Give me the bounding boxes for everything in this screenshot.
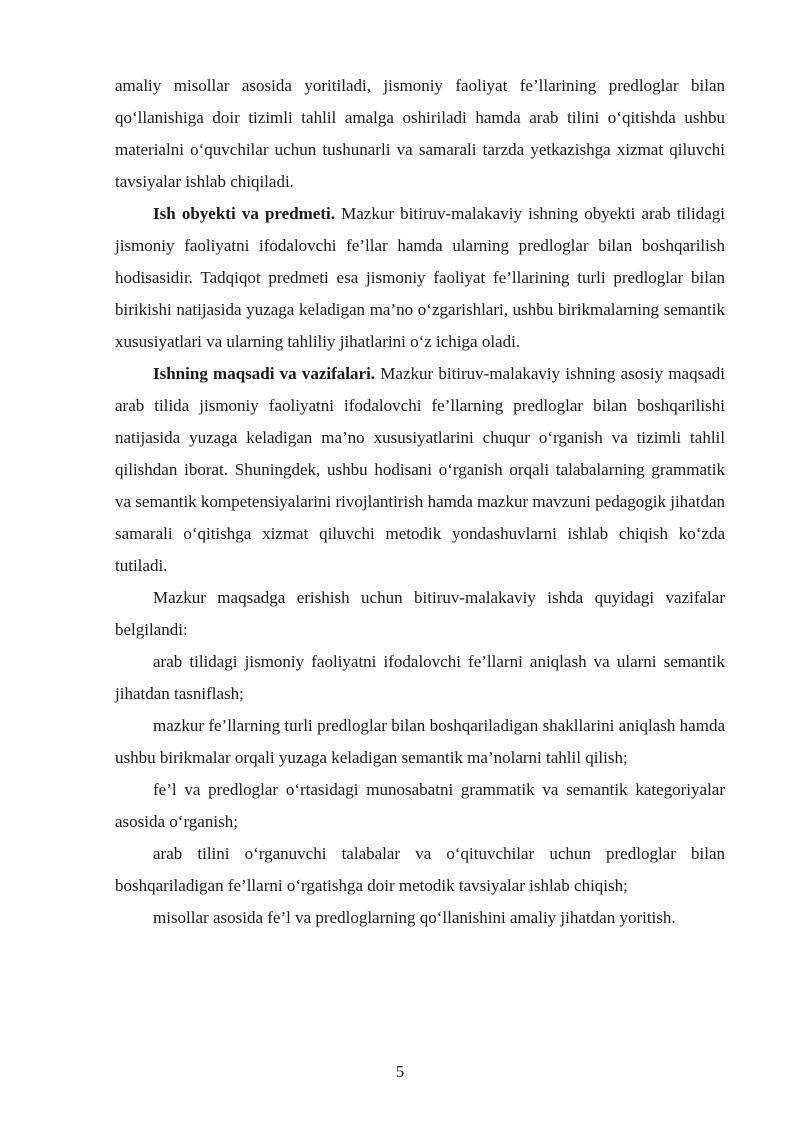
task-item xyxy=(115,646,725,710)
paragraph-text: fe’l va predloglar o‘rtasidagi munosabatni grammatik va semantik kategoriyalar asosida o‘rganish; xyxy=(115,780,725,831)
task-item xyxy=(115,774,725,838)
paragraph-intro-continuation xyxy=(115,70,725,198)
paragraph-text: arab tilini o‘rganuvchi talabalar va o‘qituvchilar uchun predloglar bilan boshqariladigan fe’llarni o‘rgatishga doir metodik tavsiyalar ishlab chiqish; xyxy=(115,844,725,895)
task-item xyxy=(115,710,725,774)
paragraph-text: arab tilidagi jismoniy faoliyatni ifodalovchi fe’llarni aniqlash va ularni semantik jihatdan tasniflash; xyxy=(115,652,725,703)
paragraph-heading: Ishning maqsadi va vazifalari. xyxy=(153,364,376,383)
paragraph-text: Mazkur bitiruv-malakaviy ishning asosiy maqsadi arab tilida jismoniy faoliyatni ifodalovchi fe’llarning predloglar bilan boshqarilishi natijasida yuzaga keladigan ma’no xususiyatlarini chuqur o‘rganish va tizimli tahlil qilishdan iborat. Shuningdek, ushbu hodisani o‘rganish orqali talabalarning grammatik va semantik kompetensiyalarini rivojlantirish hamda mazkur mavzuni pedagogik jihatdan samarali o‘qitishga xizmat qiluvchi metodik yondashuvlarni ishlab chiqish ko‘zda tutiladi. xyxy=(115,364,725,575)
task-item xyxy=(115,838,725,902)
task-item xyxy=(115,902,725,934)
page-body xyxy=(115,70,725,934)
paragraph-heading: Ish obyekti va predmeti. xyxy=(153,204,335,223)
paragraph-tasks-intro xyxy=(115,582,725,646)
paragraph-aim-and-tasks xyxy=(115,358,725,582)
paragraph-text: amaliy misollar asosida yoritiladi, jismoniy faoliyat fe’llarining predloglar bilan qo‘llanishiga doir tizimli tahlil amalga oshiriladi hamda arab tilini o‘qitishda ushbu materialni o‘quvchilar uchun tushunarli va samarali tarzda yetkazishga xizmat qiluvchi tavsiyalar ishlab chiqiladi. xyxy=(115,76,725,191)
paragraph-text: misollar asosida fe’l va predloglarning qo‘llanishini amaliy jihatdan yoritish. xyxy=(153,908,676,927)
paragraph-text: mazkur fe’llarning turli predloglar bilan boshqariladigan shakllarini aniqlash hamda ushbu birikmalar orqali yuzaga keladigan semantik ma’nolarni tahlil qilish; xyxy=(115,716,725,767)
paragraph-text: Mazkur bitiruv-malakaviy ishning obyekti arab tilidagi jismoniy faoliyatni ifodalovchi fe’llar hamda ularning predloglar bilan boshqarilish hodisasidir. Tadqiqot predmeti esa jismoniy faoliyat fe’llarining turli predloglar bilan birikishi natijasida yuzaga keladigan ma’no o‘zgarishlari, ushbu birikmalarning semantik xususiyatlari va ularning tahliliy jihatlarini o‘z ichiga oladi. xyxy=(115,204,725,351)
page-number: 5 xyxy=(395,1062,405,1081)
paragraph-text: Mazkur maqsadga erishish uchun bitiruv-malakaviy ishda quyidagi vazifalar belgilandi: xyxy=(115,588,725,639)
paragraph-object-and-subject xyxy=(115,198,725,358)
